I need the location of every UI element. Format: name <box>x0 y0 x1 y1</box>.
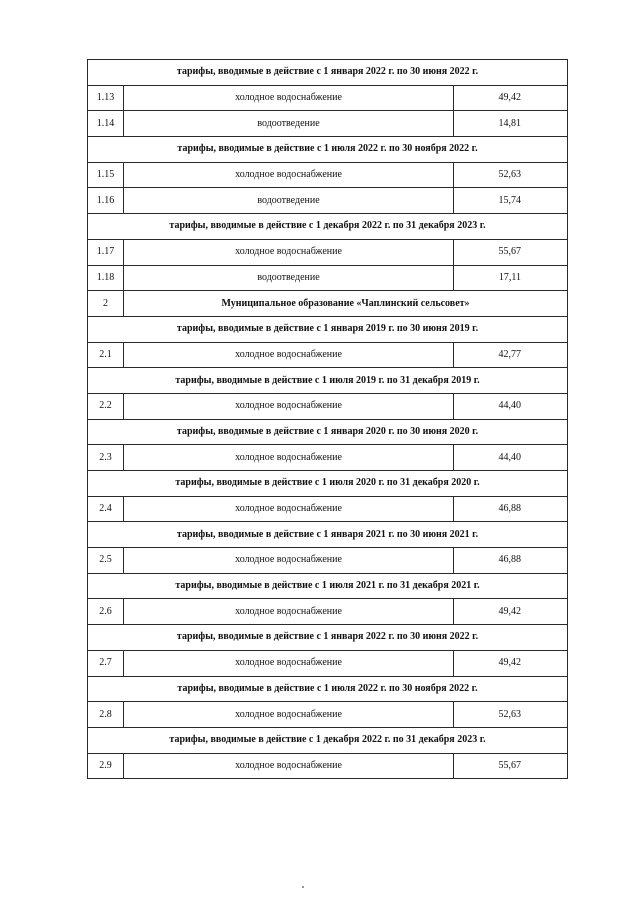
table-row <box>88 239 568 265</box>
table-row <box>88 650 568 676</box>
service-name: холодное водоснабжение <box>124 85 454 111</box>
table-row <box>88 393 568 419</box>
tariff-period-header-row <box>88 214 568 240</box>
row-number: 1.14 <box>88 111 124 137</box>
tariff-value: 15,74 <box>454 188 568 214</box>
row-number: 2.4 <box>88 496 124 522</box>
table-row <box>88 111 568 137</box>
tariff-value: 44,40 <box>454 393 568 419</box>
tariff-value: 49,42 <box>454 85 568 111</box>
tariff-period-header: тарифы, вводимые в действие с 1 декабря 2022 г. по 31 декабря 2023 г. <box>88 214 568 240</box>
tariff-period-header-row <box>88 625 568 651</box>
tariff-period-header-row <box>88 137 568 163</box>
tariff-period-header: тарифы, вводимые в действие с 1 июля 2020 г. по 31 декабря 2020 г. <box>88 471 568 497</box>
tariff-value: 17,11 <box>454 265 568 291</box>
service-name: холодное водоснабжение <box>124 239 454 265</box>
tariff-period-header-row <box>88 727 568 753</box>
tariff-value: 44,40 <box>454 445 568 471</box>
tariff-period-header-row <box>88 676 568 702</box>
section-number: 2 <box>88 291 124 317</box>
section-title: Муниципальное образование «Чаплинский сельсовет» <box>124 291 568 317</box>
row-number: 2.8 <box>88 702 124 728</box>
table-row <box>88 753 568 779</box>
tariff-value: 52,63 <box>454 162 568 188</box>
tariff-period-header: тарифы, вводимые в действие с 1 января 2022 г. по 30 июня 2022 г. <box>88 625 568 651</box>
service-name: холодное водоснабжение <box>124 496 454 522</box>
tariff-period-header-row <box>88 316 568 342</box>
table-row <box>88 265 568 291</box>
tariff-period-header: тарифы, вводимые в действие с 1 декабря 2022 г. по 31 декабря 2023 г. <box>88 727 568 753</box>
service-name: холодное водоснабжение <box>124 599 454 625</box>
service-name: водоотведение <box>124 265 454 291</box>
table-row <box>88 702 568 728</box>
tariff-period-header: тарифы, вводимые в действие с 1 января 2022 г. по 30 июня 2022 г. <box>88 60 568 86</box>
tariff-table <box>87 59 568 779</box>
service-name: холодное водоснабжение <box>124 702 454 728</box>
tariff-period-header-row <box>88 368 568 394</box>
row-number: 2.1 <box>88 342 124 368</box>
tariff-period-header: тарифы, вводимые в действие с 1 июля 2022 г. по 30 ноября 2022 г. <box>88 676 568 702</box>
tariff-value: 49,42 <box>454 599 568 625</box>
table-row <box>88 496 568 522</box>
row-number: 1.15 <box>88 162 124 188</box>
tariff-value: 14,81 <box>454 111 568 137</box>
row-number: 2.7 <box>88 650 124 676</box>
tariff-period-header-row <box>88 60 568 86</box>
service-name: холодное водоснабжение <box>124 753 454 779</box>
tariff-period-header: тарифы, вводимые в действие с 1 января 2021 г. по 30 июня 2021 г. <box>88 522 568 548</box>
row-number: 2.5 <box>88 548 124 574</box>
municipality-section-row <box>88 291 568 317</box>
tariff-period-header-row <box>88 573 568 599</box>
table-row <box>88 599 568 625</box>
service-name: водоотведение <box>124 111 454 137</box>
row-number: 1.13 <box>88 85 124 111</box>
page-speck <box>302 886 304 888</box>
service-name: холодное водоснабжение <box>124 650 454 676</box>
service-name: холодное водоснабжение <box>124 342 454 368</box>
table-row <box>88 548 568 574</box>
tariff-period-header: тарифы, вводимые в действие с 1 июля 2021 г. по 31 декабря 2021 г. <box>88 573 568 599</box>
tariff-value: 42,77 <box>454 342 568 368</box>
tariff-value: 49,42 <box>454 650 568 676</box>
row-number: 2.2 <box>88 393 124 419</box>
tariff-table-body <box>88 60 568 779</box>
tariff-value: 46,88 <box>454 496 568 522</box>
row-number: 1.16 <box>88 188 124 214</box>
tariff-period-header: тарифы, вводимые в действие с 1 июля 2022 г. по 30 ноября 2022 г. <box>88 137 568 163</box>
row-number: 1.17 <box>88 239 124 265</box>
table-row <box>88 342 568 368</box>
tariff-value: 55,67 <box>454 239 568 265</box>
service-name: холодное водоснабжение <box>124 445 454 471</box>
table-row <box>88 85 568 111</box>
row-number: 2.3 <box>88 445 124 471</box>
row-number: 1.18 <box>88 265 124 291</box>
tariff-period-header-row <box>88 522 568 548</box>
service-name: холодное водоснабжение <box>124 393 454 419</box>
tariff-period-header: тарифы, вводимые в действие с 1 января 2020 г. по 30 июня 2020 г. <box>88 419 568 445</box>
tariff-period-header-row <box>88 471 568 497</box>
tariff-period-header-row <box>88 419 568 445</box>
tariff-value: 52,63 <box>454 702 568 728</box>
service-name: холодное водоснабжение <box>124 162 454 188</box>
row-number: 2.6 <box>88 599 124 625</box>
table-row <box>88 445 568 471</box>
tariff-period-header: тарифы, вводимые в действие с 1 января 2019 г. по 30 июня 2019 г. <box>88 316 568 342</box>
tariff-value: 55,67 <box>454 753 568 779</box>
service-name: холодное водоснабжение <box>124 548 454 574</box>
tariff-period-header: тарифы, вводимые в действие с 1 июля 2019 г. по 31 декабря 2019 г. <box>88 368 568 394</box>
table-row <box>88 188 568 214</box>
row-number: 2.9 <box>88 753 124 779</box>
tariff-value: 46,88 <box>454 548 568 574</box>
service-name: водоотведение <box>124 188 454 214</box>
table-row <box>88 162 568 188</box>
